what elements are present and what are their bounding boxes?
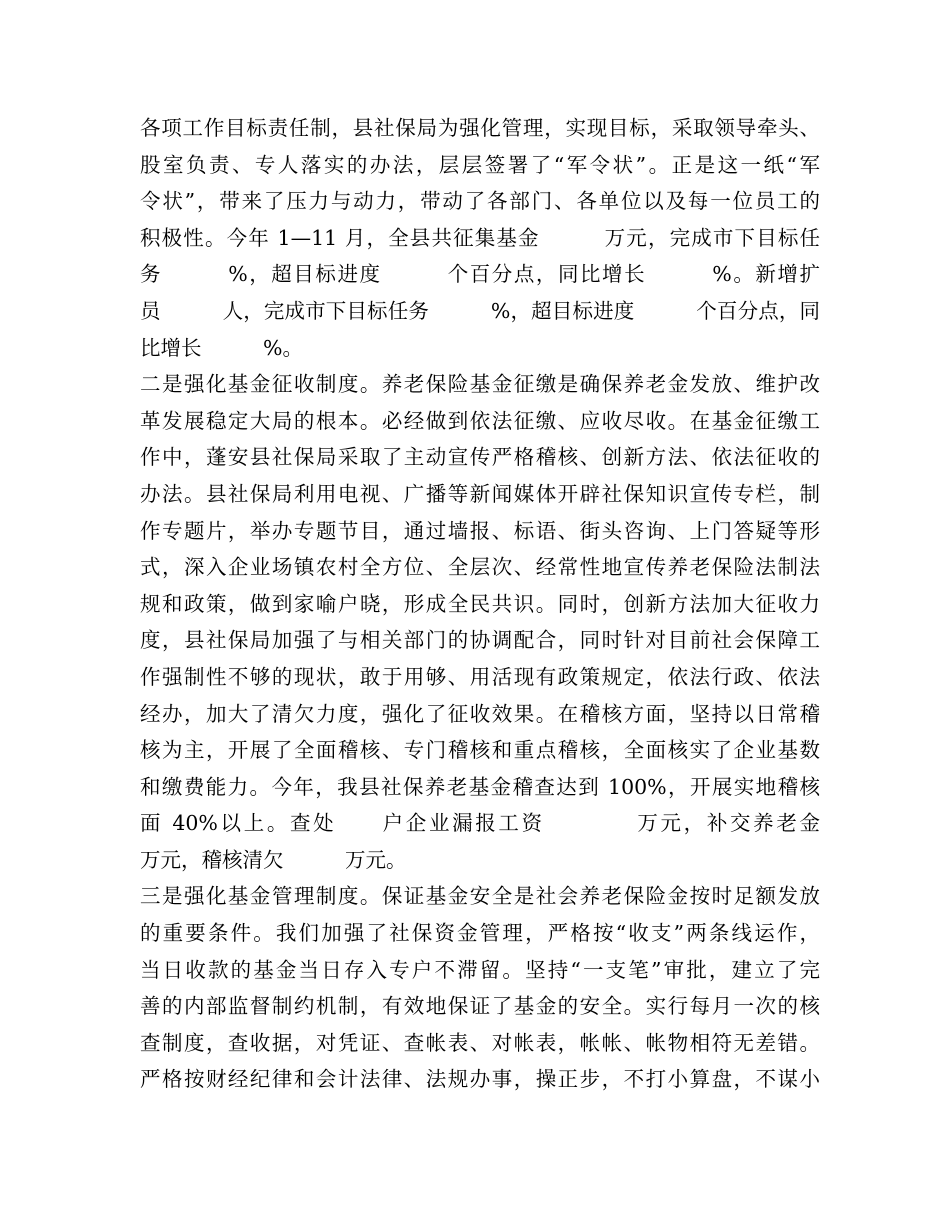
text-line: 和缴费能力。今年，我县社保养老基金稽查达到 100%，开展实地稽核 xyxy=(140,774,820,799)
text-line: 善的内部监督制约机制，有效地保证了基金的安全。实行每月一次的核 xyxy=(140,994,820,1019)
text-line: 作中，蓬安县社保局采取了主动宣传严格稽核、创新方法、依法征收的 xyxy=(140,445,820,470)
text-line: 办法。县社保局利用电视、广播等新闻媒体开辟社保知识宣传专栏，制 xyxy=(140,481,820,506)
text-line: 令状”，带来了压力与动力，带动了各部门、各单位以及每一位员工的 xyxy=(140,189,820,214)
text-line: 各项工作目标责任制，县社保局为强化管理，实现目标，采取领导牵头、 xyxy=(140,116,820,140)
text-line: 二是强化基金征收制度。养老保险基金征缴是确保养老金发放、维护改 xyxy=(140,372,820,397)
text-line: 股室负责、专人落实的办法，层层签署了“军令状”。正是这一纸“军 xyxy=(140,152,820,177)
text-line: 式，深入企业场镇农村全方位、全层次、经常性地宣传养老保险法制法 xyxy=(140,555,820,580)
text-line: 积极性。今年 1—11 月，全县共征集基金 万元，完成市下目标任 xyxy=(140,225,820,250)
text-line: 作专题片，举办专题节目，通过墙报、标语、街头咨询、上门答疑等形 xyxy=(140,518,820,543)
text-line: 度，县社保局加强了与相关部门的协调配合，同时针对目前社会保障工 xyxy=(140,628,820,653)
body-text xyxy=(140,110,861,1098)
text-line: 严格按财经纪律和会计法律、法规办事，操正步，不打小算盘，不谋小 xyxy=(140,1067,820,1092)
text-line: 万元，稽核清欠 万元。 xyxy=(140,847,407,872)
text-line: 规和政策，做到家喻户晓，形成全民共识。同时，创新方法加大征收力 xyxy=(140,591,820,616)
text-line: 革发展稳定大局的根本。必经做到依法征缴、应收尽收。在基金征缴工 xyxy=(140,408,820,433)
text-line: 三是强化基金管理制度。保证基金安全是社会养老保险金按时足额发放 xyxy=(140,884,820,909)
text-line: 查制度，查收据，对凭证、查帐表、对帐表，帐帐、帐物相符无差错。 xyxy=(140,1030,820,1055)
text-line: 的重要条件。我们加强了社保资金管理，严格按“收支”两条线运作， xyxy=(140,921,820,946)
text-line: 比增长 %。 xyxy=(140,335,303,360)
text-line: 经办，加大了清欠力度，强化了征收效果。在稽核方面，坚持以日常稽 xyxy=(140,701,820,726)
text-line: 务 %，超目标进度 个百分点，同比增长 %。新增扩 xyxy=(140,262,820,287)
text-line: 作强制性不够的现状，敢于用够、用活现有政策规定，依法行政、依法 xyxy=(140,664,820,689)
text-line: 核为主，开展了全面稽核、专门稽核和重点稽核，全面核实了企业基数 xyxy=(140,738,820,763)
text-line: 当日收款的基金当日存入专户不滞留。坚持“一支笔”审批，建立了完 xyxy=(140,957,820,982)
text-line: 员 人，完成市下目标任务 %，超目标进度 个百分点，同 xyxy=(140,298,820,323)
text-line: 面 40%以上。查处 户企业漏报工资 万元，补交养老金 xyxy=(140,811,861,836)
